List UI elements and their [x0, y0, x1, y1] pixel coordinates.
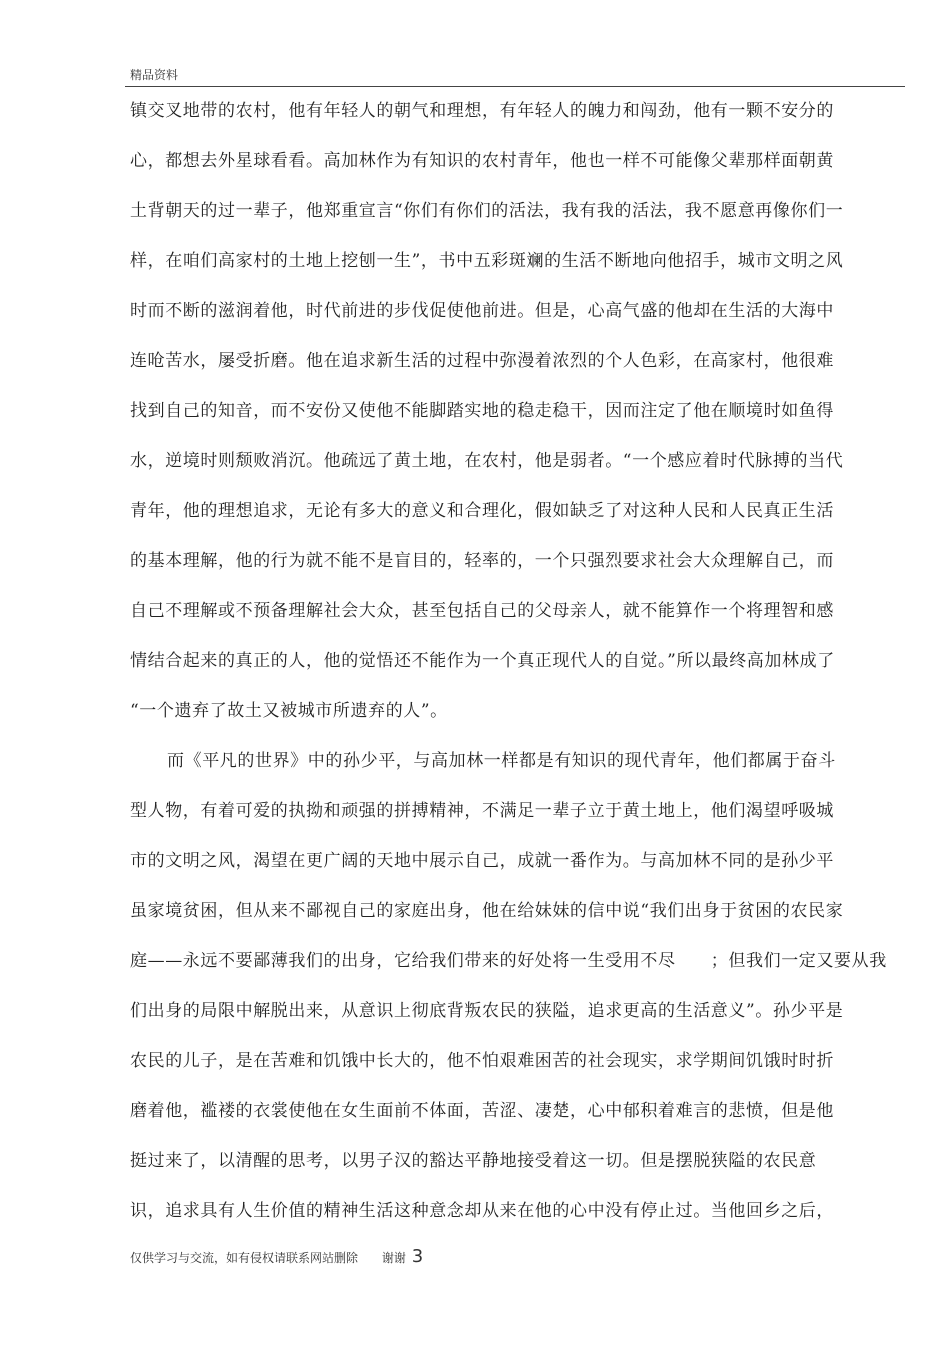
text-line: 挺过来了，以清醒的思考，以男子汉的豁达平静地接受着这一切。但是摆脱狭隘的农民意: [130, 1151, 817, 1171]
text-line: 磨着他，褴褛的衣裳使他在女生面前不体面，苦涩、凄楚，心中郁积着难言的悲愤，但是他: [130, 1101, 834, 1121]
page-header: 精品资料: [130, 68, 179, 82]
page-footer: [130, 1246, 423, 1267]
footer-thanks: 谢谢: [381, 1251, 406, 1265]
text-line: 心，都想去外星球看看。高加林作为有知识的农村青年，他也一样不可能像父辈那样面朝黄: [130, 151, 834, 171]
text-line: 土背朝天的过一辈子，他郑重宣言“你们有你们的活法，我有我的活法，我不愿意再像你们一: [130, 201, 844, 221]
text-line: 农民的儿子，是在苦难和饥饿中长大的，他不怕艰难困苦的社会现实，求学期间饥饿时时折: [130, 1051, 834, 1071]
text-line: 虽家境贫困，但从来不鄙视自己的家庭出身，他在给妹妹的信中说“我们出身于贫困的农民家: [130, 901, 844, 921]
text-line: 识，追求具有人生价值的精神生活这种意念却从来在他的心中没有停止过。当他回乡之后，: [130, 1201, 834, 1221]
text-line: 情结合起来的真正的人，他的觉悟还不能作为一个真正现代人的自觉。”所以最终高加林成了: [130, 651, 835, 671]
page-number: 3: [411, 1246, 424, 1267]
text-line: “一个遗弃了故土又被城市所遗弃的人”。: [130, 701, 448, 721]
text-line: 庭——永远不要鄙薄我们的出身，它给我们带来的好处将一生受用不尽 ；但我们一定又要从我: [130, 951, 887, 971]
paragraph-start-line: 而《平凡的世界》中的孙少平，与高加林一样都是有知识的现代青年，他们都属于奋斗: [167, 751, 836, 771]
text-line: 市的文明之风，渴望在更广阔的天地中展示自己，成就一番作为。与高加林不同的是孙少平: [130, 851, 834, 871]
text-line: 时而不断的滋润着他，时代前进的步伐促使他前进。但是，心高气盛的他却在生活的大海中: [130, 301, 834, 321]
text-line: 型人物，有着可爱的执拗和顽强的拼搏精神，不满足一辈子立于黄土地上，他们渴望呼吸城: [130, 801, 834, 821]
text-line: 样，在咱们高家村的土地上挖刨一生”，书中五彩斑斓的生活不断地向他招手，城市文明之风: [130, 251, 844, 271]
text-line: 们出身的局限中解脱出来，从意识上彻底背叛农民的狭隘，追求更高的生活意义”。孙少平是: [130, 1001, 844, 1021]
text-line: 的基本理解，他的行为就不能不是盲目的，轻率的，一个只强烈要求社会大众理解自己，而: [130, 551, 834, 571]
text-line: 水，逆境时则颓败消沉。他疏远了黄土地，在农村，他是弱者。“一个感应着时代脉搏的当代: [130, 451, 844, 471]
text-line: 镇交叉地带的农村，他有年轻人的朝气和理想，有年轻人的魄力和闯劲，他有一颗不安分的: [130, 101, 834, 121]
text-line: 自己不理解或不预备理解社会大众，甚至包括自己的父母亲人，就不能算作一个将理智和感: [130, 601, 834, 621]
footer-notice: 仅供学习与交流，如有侵权请联系网站删除: [130, 1251, 359, 1265]
text-line: 青年，他的理想追求，无论有多大的意义和合理化，假如缺乏了对这种人民和人民真正生活: [130, 501, 834, 521]
text-line: 找到自己的知音，而不安份又使他不能脚踏实地的稳走稳干，因而注定了他在顺境时如鱼得: [130, 401, 834, 421]
text-line: 连呛苦水，屡受折磨。他在追求新生活的过程中弥漫着浓烈的个人色彩，在高家村，他很难: [130, 351, 834, 371]
